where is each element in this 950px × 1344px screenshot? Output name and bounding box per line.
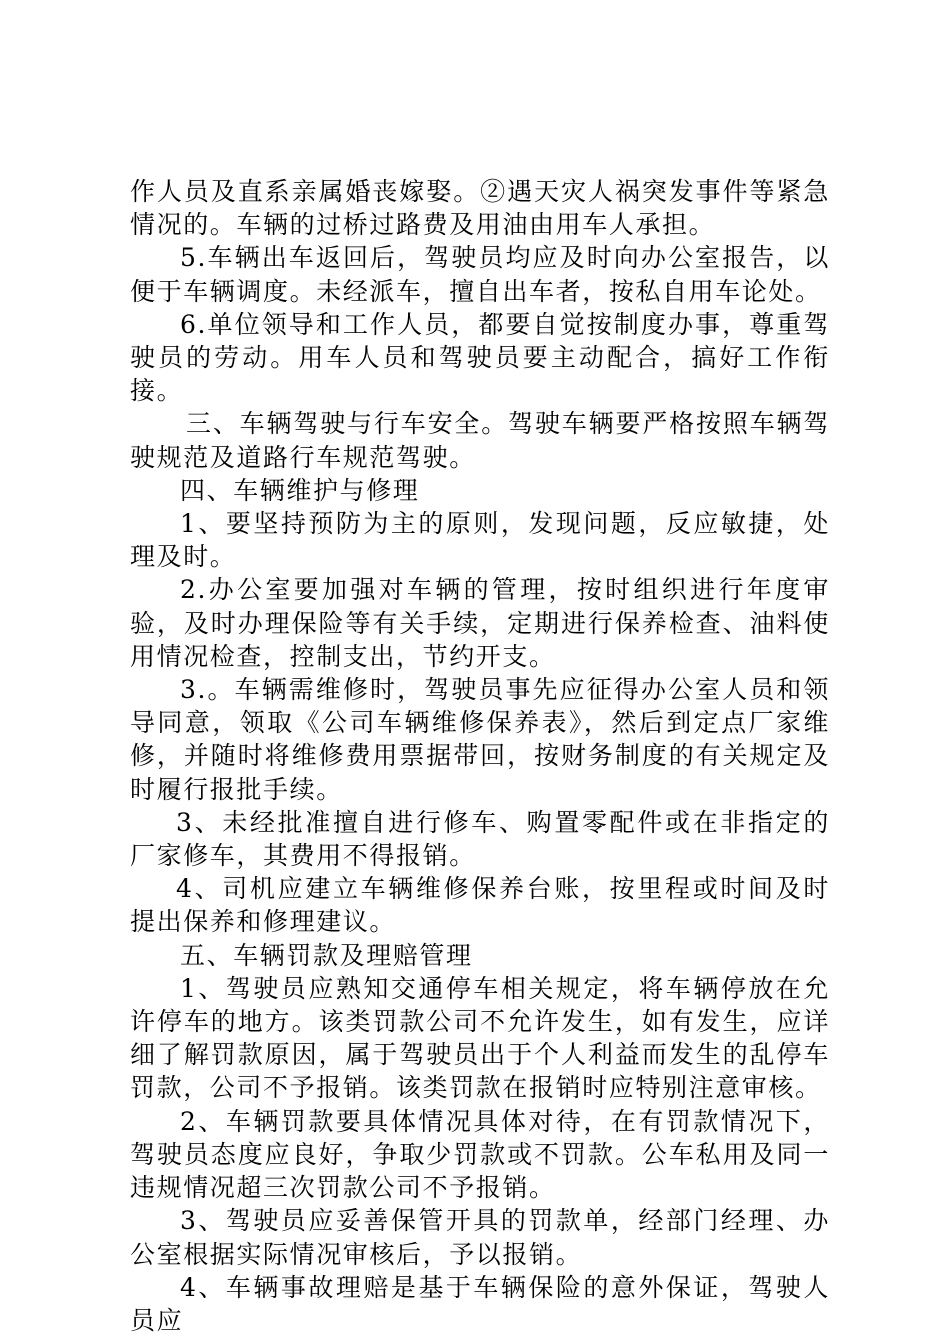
- paragraph-item-5: 5.车辆出车返回后，驾驶员均应及时向办公室报告，以便于车辆调度。未经派车，擅自出车者，按私自用车论处。: [130, 243, 830, 306]
- paragraph-maintenance-1: 1、要坚持预防为主的原则，发现问题，反应敏捷，处理及时。: [130, 509, 830, 572]
- paragraph-maintenance-4: 4、司机应建立车辆维修保养台账，按里程或时间及时提出保养和修理建议。: [130, 874, 830, 937]
- document-body: [130, 175, 830, 1337]
- section-heading-3: 三、车辆驾驶与行车安全。驾驶车辆要严格按照车辆驾驶规范及道路行车规范驾驶。: [130, 409, 830, 472]
- section-heading-5: 五、车辆罚款及理赔管理: [180, 940, 473, 970]
- paragraph-fines-1: 1、驾驶员应熟知交通停车相关规定，将车辆停放在允许停车的地方。该类罚款公司不允许发生，如有发生，应详细了解罚款原因，属于驾驶员出于个人利益而发生的乱停车罚款，公司不予报销。该类罚款在报销时应特别注意审核。: [130, 973, 830, 1103]
- section-heading-4: 四、车辆维护与修理: [180, 475, 420, 505]
- paragraph-item-6: 6.单位领导和工作人员，都要自觉按制度办事，尊重驾驶员的劳动。用车人员和驾驶员要主动配合，搞好工作衔接。: [130, 309, 830, 406]
- paragraph-fines-2: 2、车辆罚款要具体情况具体对待，在有罚款情况下，驾驶员态度应良好，争取少罚款或不罚款。公车私用及同一违规情况超三次罚款公司不予报销。: [130, 1106, 830, 1203]
- paragraph-continuation: 作人员及直系亲属婚丧嫁娶。②遇天灾人祸突发事件等紧急情况的。车辆的过桥过路费及用油由用车人承担。: [130, 177, 830, 240]
- paragraph-fines-3: 3、驾驶员应妥善保管开具的罚款单，经部门经理、办公室根据实际情况审核后，予以报销。: [130, 1206, 830, 1269]
- paragraph-maintenance-2: 2.办公室要加强对车辆的管理，按时组织进行年度审验，及时办理保险等有关手续，定期进行保养检查、油料使用情况检查，控制支出，节约开支。: [130, 575, 830, 671]
- paragraph-maintenance-3b: 3、未经批准擅自进行修车、购置零配件或在非指定的厂家修车，其费用不得报销。: [130, 807, 830, 871]
- paragraph-maintenance-3: 3.。车辆需维修时，驾驶员事先应征得办公室人员和领导同意，领取《公司车辆维修保养表》，然后到定点厂家维修，并随时将维修费用票据带回，按财务制度的有关规定及时履行报批手续。: [130, 675, 830, 804]
- paragraph-fines-4: 4、车辆事故理赔是基于车辆保险的意外保证，驾驶人员应: [130, 1272, 830, 1335]
